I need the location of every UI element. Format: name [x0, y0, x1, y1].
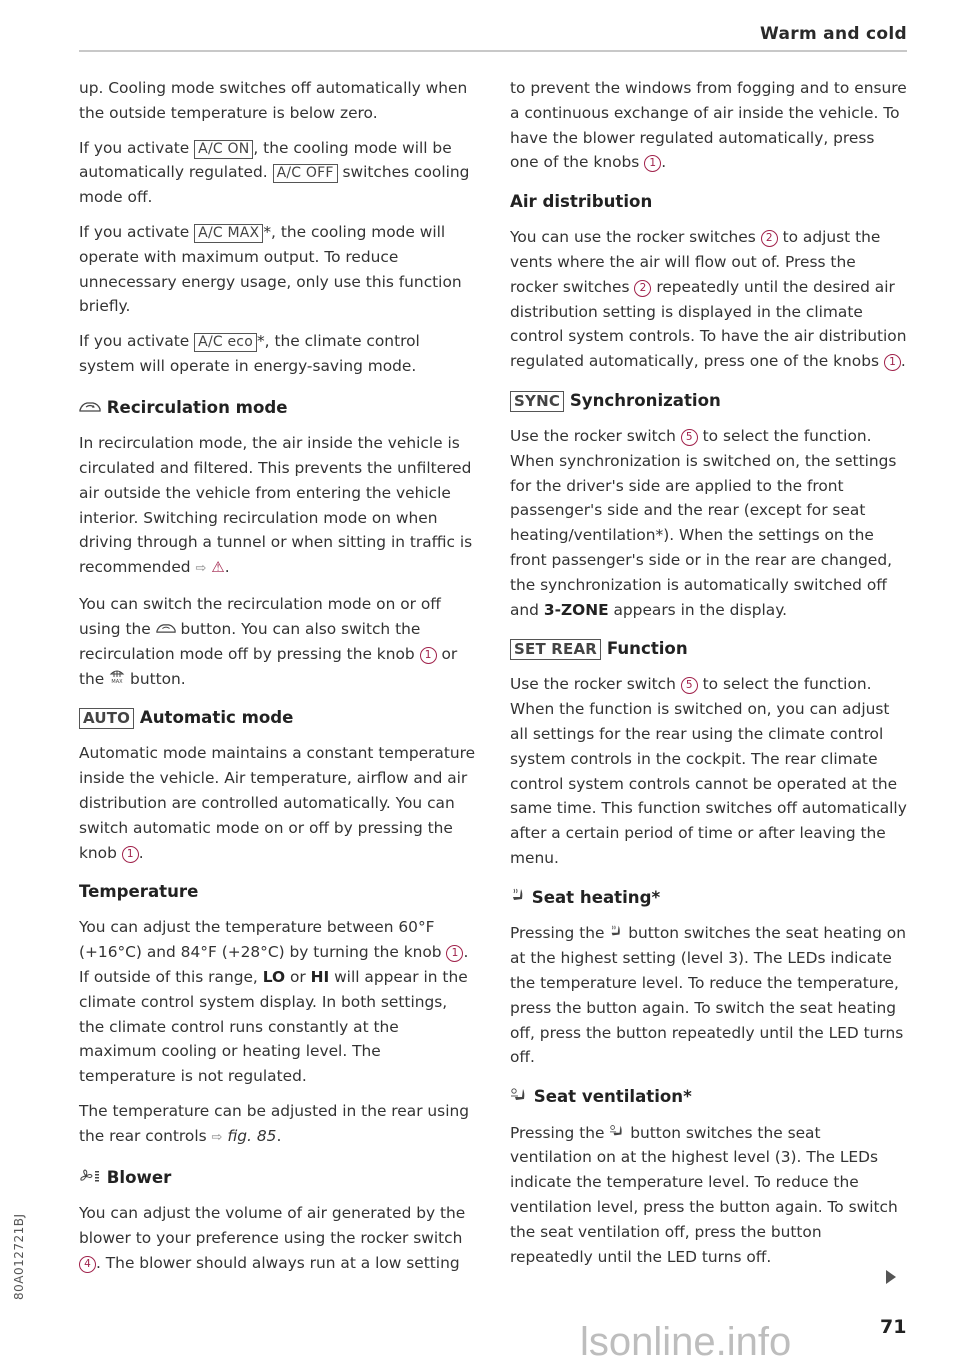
text: *, the climate control system will operate in energy-saving mode.: [79, 332, 420, 375]
text: button.: [125, 669, 186, 688]
left-column: [79, 76, 476, 1285]
callout-number: 1: [420, 647, 437, 664]
paragraph: [510, 424, 907, 622]
seat-ventilation-heading: [510, 1084, 907, 1111]
text: .: [661, 153, 667, 172]
heading-text: Automatic mode: [139, 708, 294, 728]
callout-number: 1: [884, 354, 901, 371]
text: The temperature can be adjusted in the rear using the rear controls: [79, 1101, 469, 1145]
paragraph: [79, 329, 476, 379]
text: If you activate: [79, 332, 195, 351]
set-rear-key: SET REAR: [510, 639, 601, 660]
fan-icon: [79, 1165, 101, 1191]
svg-text:MAX: MAX: [111, 678, 123, 684]
page-number: 71: [880, 1316, 907, 1338]
text: button. You can also switch the recirculation mode off by pressing the knob: [79, 619, 421, 663]
blower-heading: [79, 1165, 476, 1192]
text: .: [276, 1126, 282, 1145]
text: *, the cooling mode will operate with maximum output. To reduce unnecessary energy usage, only use this function briefly.: [79, 222, 462, 316]
warning-triangle-icon: ⚠: [211, 558, 225, 577]
automatic-mode-heading: [79, 705, 476, 731]
paragraph: [510, 225, 907, 374]
callout-number: 2: [634, 280, 651, 297]
paragraph: [510, 1121, 907, 1270]
seat-ventilation-icon: [510, 1085, 528, 1111]
sync-key: SYNC: [510, 391, 564, 412]
max-defrost-icon: [109, 667, 125, 692]
text: Automatic mode maintains a constant temperature inside the vehicle. Air temperature, airflow and air distribution are controlled automatically. You can switch automatic mode on or off by pressing the knob: [79, 744, 476, 862]
ac-on-key: A/C ON: [194, 140, 253, 159]
text: You can switch the recirculation mode on or off using the: [79, 595, 441, 638]
heading-text: Synchronization: [569, 390, 721, 410]
callout-number: 1: [122, 846, 139, 863]
seat-heating-icon: [510, 885, 526, 911]
paragraph: [79, 136, 476, 210]
reference-arrow-icon: ⇨: [211, 1129, 223, 1145]
seat-ventilation-icon: [609, 1121, 625, 1146]
text: Pressing the: [510, 924, 610, 943]
text: You can adjust the volume of air generated by the blower to your preference using the rocker switch: [79, 1204, 466, 1247]
text: .: [138, 843, 144, 862]
three-zone-label: 3-ZONE: [543, 600, 609, 619]
text: button switches the seat ventilation on at the highest level (3). The LEDs indicate the temperature level. To reduce the ventilation level, press the button again. To switch the seat ventilation off, press the button repeatedly until the LED turns off.: [510, 1123, 898, 1266]
text: If you activate: [79, 138, 195, 157]
heading-text: Seat heating*: [531, 887, 661, 907]
ac-off-key: A/C OFF: [273, 164, 338, 183]
paragraph: up. Cooling mode switches off automatically when the outside temperature is below zero.: [79, 79, 468, 122]
synchronization-heading: [510, 388, 907, 414]
text: Use the rocker switch: [510, 426, 681, 445]
air-distribution-heading: Air distribution: [510, 192, 653, 212]
seat-heating-icon: [609, 921, 623, 946]
text: to select the function. When the function is switched on, you can adjust all settings for the rear using the climate control system controls in the cockpit. The rear climate control system controls cannot be operated at the same time. This function switches off automatically after a certain period of time or after leaving the menu.: [510, 675, 907, 867]
heading-text: Recirculation mode: [106, 397, 288, 417]
auto-key: AUTO: [79, 708, 134, 729]
section-title: Warm and cold: [760, 24, 907, 44]
text: You can use the rocker switches: [510, 228, 761, 247]
heading-text: Blower: [106, 1167, 172, 1187]
paragraph: [79, 741, 476, 865]
callout-number: 2: [761, 230, 778, 247]
text: If you activate: [79, 222, 195, 241]
seat-heating-heading: [510, 885, 907, 912]
recirculation-car-icon: [156, 617, 176, 642]
callout-number: 4: [79, 1256, 96, 1273]
ac-eco-key: A/C eco: [194, 333, 257, 352]
paragraph: [79, 592, 476, 691]
text: . If outside of this range,: [79, 943, 469, 986]
callout-number: 5: [681, 429, 698, 446]
document-code: 80A012721BJ: [12, 1213, 26, 1300]
paragraph: [79, 220, 476, 319]
text: to adjust the vents where the air will flow out of. Press the rocker switches: [510, 228, 881, 296]
temperature-heading: Temperature: [79, 882, 199, 902]
callout-number: 1: [446, 945, 463, 962]
paragraph: [510, 76, 907, 175]
lo-label: LO: [262, 968, 286, 986]
text: to select the function. When synchronization is switched on, the settings for the driver's side are applied to the front passenger's side and the rear (except for seat heating/ventilation*). When the settings on the front passenger's side or in the rear are changed, the synchronization is automatically switched off and: [510, 426, 897, 619]
callout-number: 5: [681, 677, 698, 694]
callout-number: 1: [644, 155, 661, 172]
right-column: [510, 76, 907, 1279]
text: , the cooling mode will be automatically regulated.: [79, 138, 452, 182]
heading-text: Function: [606, 639, 688, 659]
text: appears in the display.: [608, 600, 788, 619]
text: button switches the seat heating on at the highest setting (level 3). The LEDs indicate the temperature level. To reduce the temperature, press the button again. To switch the seat heating off, press the button repeatedly until the LED turns off.: [510, 924, 906, 1067]
text: will appear in the climate control system display. In both settings, the climate control runs constantly at the maximum cooling or heating level. The temperature is not regulated.: [79, 968, 468, 1086]
hi-label: HI: [310, 968, 330, 986]
reference-arrow-icon: ⇨: [195, 561, 207, 577]
text: In recirculation mode, the air inside the vehicle is circulated and filtered. This prevents the unfiltered air outside the vehicle from entering the vehicle interior. Switching recirculation mode on when driving through a tunnel or when sitting in traffic is recommended: [79, 434, 473, 577]
heading-text: Seat ventilation*: [533, 1087, 692, 1107]
paragraph: [79, 431, 476, 582]
continue-arrow-icon: [886, 1270, 896, 1284]
paragraph: [510, 921, 907, 1070]
text: switches cooling mode off.: [79, 163, 470, 207]
watermark: lsonline.info: [580, 1320, 792, 1364]
text: or: [285, 968, 311, 986]
text: .: [224, 558, 230, 577]
text: Pressing the: [510, 1123, 610, 1142]
set-rear-heading: [510, 636, 907, 662]
header-rule: [79, 50, 907, 52]
text: repeatedly until the desired air distribution setting is displayed in the climate control system controls. To have the air distribution regulated automatically, press one of the knobs: [510, 277, 907, 371]
paragraph: [79, 1201, 476, 1275]
text: Use the rocker switch: [510, 675, 681, 694]
text: You can adjust the temperature between 60°F (+16°C) and 84°F (+28°C) by turning the knob: [79, 918, 447, 962]
recirculation-car-icon: [79, 395, 101, 421]
text: .: [900, 352, 906, 371]
text: or the: [79, 644, 458, 688]
text: . The blower should always run at a low setting: [96, 1253, 460, 1272]
text: to prevent the windows from fogging and to ensure a continuous exchange of air inside the vehicle. To have the blower regulated automatically, press one of the knobs: [510, 79, 907, 172]
paragraph: [510, 672, 907, 870]
figure-link[interactable]: fig. 85: [227, 1126, 277, 1145]
recirculation-heading: [79, 395, 476, 422]
paragraph: [79, 915, 476, 1089]
paragraph: [79, 1099, 476, 1151]
ac-max-key: A/C MAX: [194, 224, 263, 243]
